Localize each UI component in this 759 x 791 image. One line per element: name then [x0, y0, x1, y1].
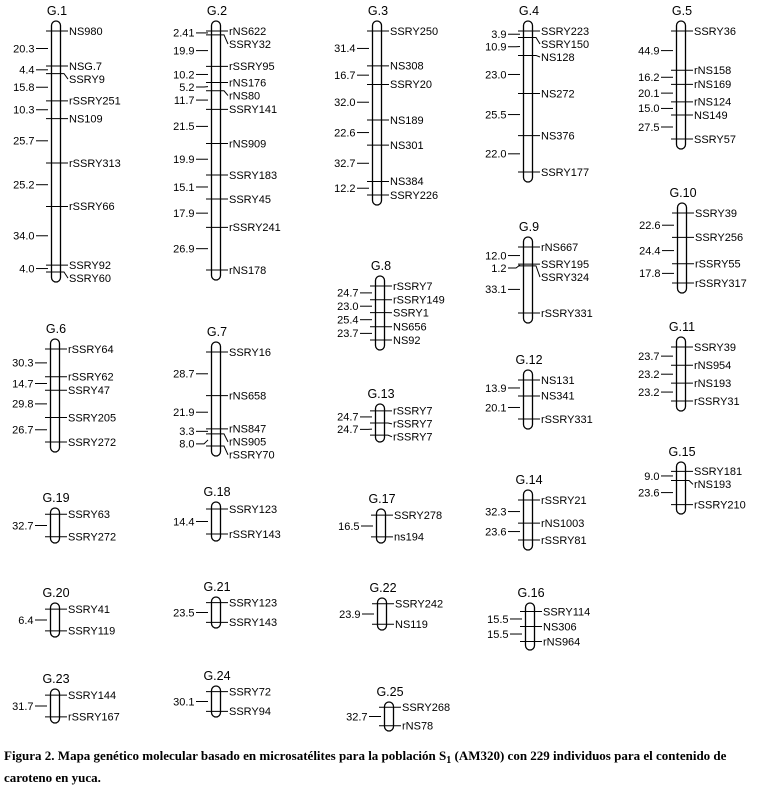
distance-label: 8.0	[179, 438, 195, 451]
marker-label: SSRY177	[541, 166, 590, 179]
marker-label: rSSRY95	[229, 61, 275, 74]
marker-label: NS306	[543, 621, 577, 634]
distance-label: 23.5	[173, 607, 195, 620]
distance-label: 17.9	[173, 207, 195, 220]
marker-label: NS128	[541, 51, 575, 64]
distance-label: 32.3	[485, 506, 507, 519]
distance-label: 15.8	[13, 82, 35, 95]
distance-label: 29.8	[12, 398, 34, 411]
group-title: G.22	[369, 581, 397, 595]
distance-label: 11.7	[173, 94, 195, 107]
marker-label: rSSRY241	[229, 222, 281, 235]
distance-label: 23.2	[638, 386, 660, 399]
marker-label: SSRY45	[229, 193, 271, 206]
group-title: G.6	[45, 322, 67, 336]
marker-label: rSSRY167	[68, 711, 120, 724]
marker-label: rSSRY21	[541, 494, 587, 507]
distance-label: 6.4	[18, 614, 34, 627]
marker-label: NS656	[393, 321, 427, 334]
marker-label: SSRY9	[69, 73, 105, 86]
marker-label: NS301	[390, 139, 424, 152]
group-title: G.11	[668, 320, 696, 334]
distance-label: 31.4	[334, 43, 356, 56]
marker-label: SSRY143	[229, 617, 278, 630]
marker-label: rNS1003	[541, 517, 585, 530]
distance-label: 23.6	[485, 526, 507, 539]
chromosome-bar	[677, 21, 686, 149]
caption-text-prefix: Figura 2. Mapa genético molecular basado en microsatélites para la población S	[4, 748, 447, 763]
chromosome-bar	[524, 490, 533, 550]
marker-label: rNS80	[229, 90, 261, 103]
marker-label: SSRY39	[695, 207, 737, 220]
distance-label: 32.7	[334, 158, 356, 171]
group-title: G.24	[203, 669, 231, 683]
linkage-group-g15	[638, 445, 746, 514]
linkage-group-g5	[638, 4, 736, 149]
marker-label: SSRY250	[390, 25, 439, 38]
distance-label: 23.2	[638, 368, 660, 381]
marker-label: rSSRY143	[229, 528, 281, 541]
linkage-group-g1	[13, 4, 121, 285]
distance-label: 32.7	[12, 520, 34, 533]
marker-label: rSSRY7	[393, 418, 433, 431]
marker-label: rNS176	[229, 77, 267, 90]
marker-label: SSRY195	[541, 258, 590, 271]
marker-label: NS92	[393, 334, 421, 347]
marker-label: SSRY278	[394, 509, 443, 522]
distance-label: 23.7	[638, 350, 660, 363]
linkage-group-g23	[12, 672, 120, 724]
marker-label: SSRY94	[229, 706, 271, 719]
chromosome-bar	[678, 203, 687, 293]
marker-label: rSSRY317	[695, 277, 747, 290]
distance-label: 19.9	[173, 45, 195, 58]
group-title: G.2	[206, 4, 228, 18]
chromosome-bar	[677, 337, 686, 411]
marker-label: rNS964	[543, 636, 581, 649]
marker-label: rNS78	[402, 720, 434, 733]
distance-label: 24.7	[337, 411, 359, 424]
group-title: G.9	[518, 220, 540, 234]
distance-label: 17.8	[639, 268, 661, 281]
marker-label: NS384	[390, 176, 424, 189]
marker-label: rSSRY31	[694, 395, 740, 408]
distance-label: 23.9	[339, 608, 361, 621]
marker-label: SSRY63	[68, 509, 110, 522]
group-title: G.8	[370, 259, 392, 273]
marker-label: rNS658	[229, 390, 267, 403]
linkage-group-g8	[337, 259, 445, 350]
marker-label: rNS124	[694, 96, 732, 109]
marker-label: SSRY119	[68, 625, 116, 638]
distance-label: 33.1	[485, 284, 507, 297]
group-title: G.21	[203, 580, 231, 594]
distance-label: 2.41	[173, 27, 195, 40]
group-title: G.15	[668, 445, 696, 459]
distance-label: 15.1	[173, 181, 195, 194]
distance-label: 1.2	[491, 262, 507, 275]
distance-label: 32.7	[346, 711, 368, 724]
marker-label: SSRY324	[541, 271, 590, 284]
marker-label: SSRY226	[390, 189, 439, 202]
distance-tick-line	[196, 440, 208, 444]
distance-label: 15.0	[638, 103, 660, 116]
marker-label: rSSRY331	[541, 413, 593, 426]
marker-label: rNS909	[229, 138, 267, 151]
chromosome-bar	[51, 603, 60, 637]
marker-label: SSRY150	[541, 38, 590, 51]
chromosome-bar	[377, 509, 386, 543]
linkage-group-g19	[12, 491, 116, 544]
marker-label: rSSRY149	[393, 294, 445, 307]
distance-label: 25.5	[485, 109, 507, 122]
distance-label: 24.7	[337, 287, 359, 300]
linkage-group-g21	[173, 580, 277, 629]
marker-label: rNS847	[229, 423, 267, 436]
linkage-group-g20	[18, 586, 115, 638]
distance-label: 10.9	[485, 41, 507, 54]
marker-label: NS376	[541, 130, 575, 143]
marker-label: SSRY36	[694, 25, 736, 38]
distance-label: 23.6	[638, 487, 660, 500]
caption-subscript: 1	[446, 755, 452, 766]
distance-label: 22.0	[485, 148, 507, 161]
marker-label: SSRY268	[402, 702, 451, 715]
marker-label: rSSRY210	[694, 499, 746, 512]
marker-label: NS272	[541, 88, 575, 101]
chromosome-bar	[524, 21, 533, 182]
distance-label: 4.4	[19, 64, 35, 77]
marker-label: SSRY47	[68, 385, 110, 398]
marker-label: rSSRY251	[69, 95, 121, 108]
distance-label: 21.5	[173, 121, 195, 134]
chromosome-bar	[373, 21, 382, 205]
group-title: G.10	[669, 186, 697, 200]
marker-label: SSRY92	[69, 259, 111, 272]
marker-label: rSSRY7	[393, 431, 433, 444]
marker-label: rNS169	[694, 79, 732, 92]
marker-label: rNS178	[229, 264, 267, 277]
linkage-group-g7	[173, 325, 275, 462]
linkage-group-g22	[339, 581, 443, 631]
marker-label: SSRY1	[393, 307, 429, 320]
marker-label: SSRY205	[68, 412, 117, 425]
distance-label: 20.3	[13, 43, 35, 56]
distance-label: 24.7	[337, 424, 359, 437]
marker-label: SSRY242	[395, 598, 444, 611]
marker-label: rNS158	[694, 65, 732, 78]
chromosome-bar	[212, 502, 221, 541]
marker-label: rSSRY331	[541, 307, 593, 320]
marker-label: SSRY123	[229, 597, 278, 610]
distance-label: 30.1	[173, 696, 195, 709]
group-title: G.18	[203, 485, 231, 499]
chromosome-bar	[212, 597, 221, 628]
marker-label: SSRY223	[541, 25, 590, 38]
distance-label: 4.0	[19, 263, 35, 276]
marker-label: NS189	[390, 114, 424, 127]
marker-label: SSRY123	[229, 503, 278, 516]
distance-label: 32.0	[334, 97, 356, 110]
linkage-group-g9	[485, 220, 593, 323]
distance-label: 20.1	[638, 87, 660, 100]
distance-label: 23.0	[337, 300, 359, 313]
distance-label: 15.5	[487, 628, 509, 641]
distance-label: 22.6	[334, 127, 356, 140]
distance-label: 27.5	[638, 121, 660, 134]
marker-label: SSRY60	[69, 272, 111, 285]
distance-label: 16.2	[638, 72, 660, 85]
distance-label: 30.3	[12, 357, 34, 370]
marker-label: rSSRY64	[68, 343, 114, 356]
group-title: G.17	[368, 492, 396, 506]
marker-label: rSSRY55	[695, 258, 741, 271]
group-title: G.12	[515, 353, 543, 367]
caption-text-suffix: (AM320) con 229 individuos para el contenido de caroteno en yuca.	[4, 748, 727, 785]
chromosome-bar	[51, 339, 60, 452]
marker-label: rSSRY66	[69, 201, 115, 214]
marker-label: rNS667	[541, 241, 579, 254]
marker-label: NS119	[395, 619, 428, 632]
marker-label: rNS954	[694, 360, 732, 373]
chromosome-bar	[378, 598, 387, 630]
distance-label: 14.7	[12, 378, 34, 391]
distance-label: 24.4	[639, 245, 661, 258]
marker-label: rSSRY62	[68, 371, 114, 384]
distance-label: 26.9	[173, 243, 195, 256]
marker-label: SSRY41	[68, 603, 110, 616]
distance-label: 16.7	[334, 69, 356, 82]
linkage-group-g11	[638, 320, 740, 411]
distance-label: 12.0	[485, 250, 507, 263]
marker-label: SSRY272	[68, 436, 117, 449]
distance-label: 21.9	[173, 407, 195, 420]
linkage-group-g14	[485, 473, 587, 550]
group-title: G.14	[515, 473, 543, 487]
marker-label: NSG.7	[69, 60, 103, 73]
distance-label: 44.9	[638, 45, 660, 58]
chromosome-bar	[51, 508, 60, 543]
marker-label: ns194	[394, 531, 424, 544]
marker-label: rSSRY70	[229, 449, 275, 462]
linkage-group-g6	[12, 322, 116, 452]
distance-label: 16.5	[338, 520, 360, 533]
marker-label: rNS905	[229, 436, 267, 449]
marker-label: SSRY20	[390, 79, 432, 92]
linkage-group-g4	[485, 4, 589, 182]
marker-label: SSRY181	[694, 466, 743, 479]
marker-label: rSSRY81	[541, 534, 587, 547]
marker-label: SSRY144	[68, 689, 117, 702]
marker-label: SSRY114	[543, 606, 591, 619]
marker-label: NS341	[541, 390, 575, 403]
distance-label: 23.0	[485, 69, 507, 82]
distance-label: 34.0	[13, 230, 35, 243]
marker-label: rSSRY7	[393, 280, 433, 293]
distance-label: 31.7	[12, 700, 34, 713]
group-title: G.7	[206, 325, 228, 339]
group-title: G.5	[671, 4, 693, 18]
group-title: G.16	[517, 586, 545, 600]
distance-label: 23.7	[337, 328, 359, 341]
marker-label: SSRY72	[229, 686, 271, 699]
marker-label: SSRY16	[229, 346, 271, 359]
chromosome-bar	[385, 702, 394, 731]
group-title: G.20	[42, 586, 70, 600]
distance-label: 10.2	[173, 69, 195, 82]
linkage-group-g3	[334, 4, 438, 205]
chromosome-bar	[524, 237, 533, 323]
marker-label: NS131	[541, 374, 575, 387]
distance-label: 19.9	[173, 154, 195, 167]
marker-label: rSSRY7	[393, 405, 433, 418]
distance-label: 5.2	[179, 81, 195, 94]
distance-label: 28.7	[173, 368, 195, 381]
figure-caption	[4, 747, 752, 786]
distance-label: 26.7	[12, 424, 34, 437]
marker-label: rNS193	[694, 377, 732, 390]
group-title: G.25	[376, 685, 404, 699]
chromosome-bar	[212, 342, 221, 456]
marker-label: SSRY183	[229, 169, 278, 182]
group-title: G.23	[42, 672, 70, 686]
distance-label: 3.9	[491, 29, 507, 42]
marker-label: rSSRY313	[69, 157, 121, 170]
linkage-group-g12	[485, 353, 593, 429]
marker-label: SSRY32	[229, 38, 271, 51]
marker-label: NS308	[390, 60, 424, 73]
distance-label: 25.7	[13, 135, 35, 148]
linkage-group-g16	[487, 586, 590, 650]
marker-label: NS109	[69, 113, 103, 126]
distance-label: 15.5	[487, 613, 509, 626]
distance-label: 13.9	[485, 382, 507, 395]
marker-label: SSRY256	[695, 232, 744, 245]
linkage-group-g18	[173, 485, 281, 541]
distance-label: 20.1	[485, 402, 507, 415]
chromosome-bar	[51, 689, 60, 723]
marker-label: SSRY141	[229, 104, 278, 117]
group-title: G.19	[42, 491, 70, 505]
distance-label: 25.4	[337, 314, 359, 327]
distance-label: 22.6	[639, 220, 661, 233]
marker-label: NS149	[694, 109, 728, 122]
chromosome-bar	[52, 21, 61, 282]
marker-label: SSRY272	[68, 531, 117, 544]
chromosome-bar	[677, 462, 686, 514]
marker-label: SSRY57	[694, 133, 736, 146]
distance-label: 25.2	[13, 179, 35, 192]
linkage-group-g24	[173, 669, 271, 718]
linkage-group-g2	[173, 4, 281, 280]
linkage-group-g25	[346, 685, 450, 733]
chromosome-bar	[524, 370, 533, 429]
marker-label: SSRY39	[694, 341, 736, 354]
marker-label: rNS193	[694, 479, 732, 492]
distance-label: 14.4	[173, 516, 195, 529]
chromosome-bar	[212, 21, 221, 280]
distance-label: 10.3	[13, 104, 35, 117]
group-title: G.4	[518, 4, 540, 18]
group-title: G.3	[367, 4, 389, 18]
linkage-group-g13	[337, 387, 432, 444]
distance-label: 9.0	[644, 470, 660, 483]
chromosome-bar	[212, 686, 221, 717]
distance-label: 3.3	[179, 426, 195, 439]
marker-label: rNS622	[229, 25, 267, 38]
distance-label: 12.2	[334, 183, 356, 196]
linkage-group-g17	[338, 492, 442, 544]
marker-label: NS980	[69, 25, 103, 38]
group-title: G.13	[367, 387, 395, 401]
linkage-group-g10	[639, 186, 747, 293]
group-title: G.1	[46, 4, 68, 18]
